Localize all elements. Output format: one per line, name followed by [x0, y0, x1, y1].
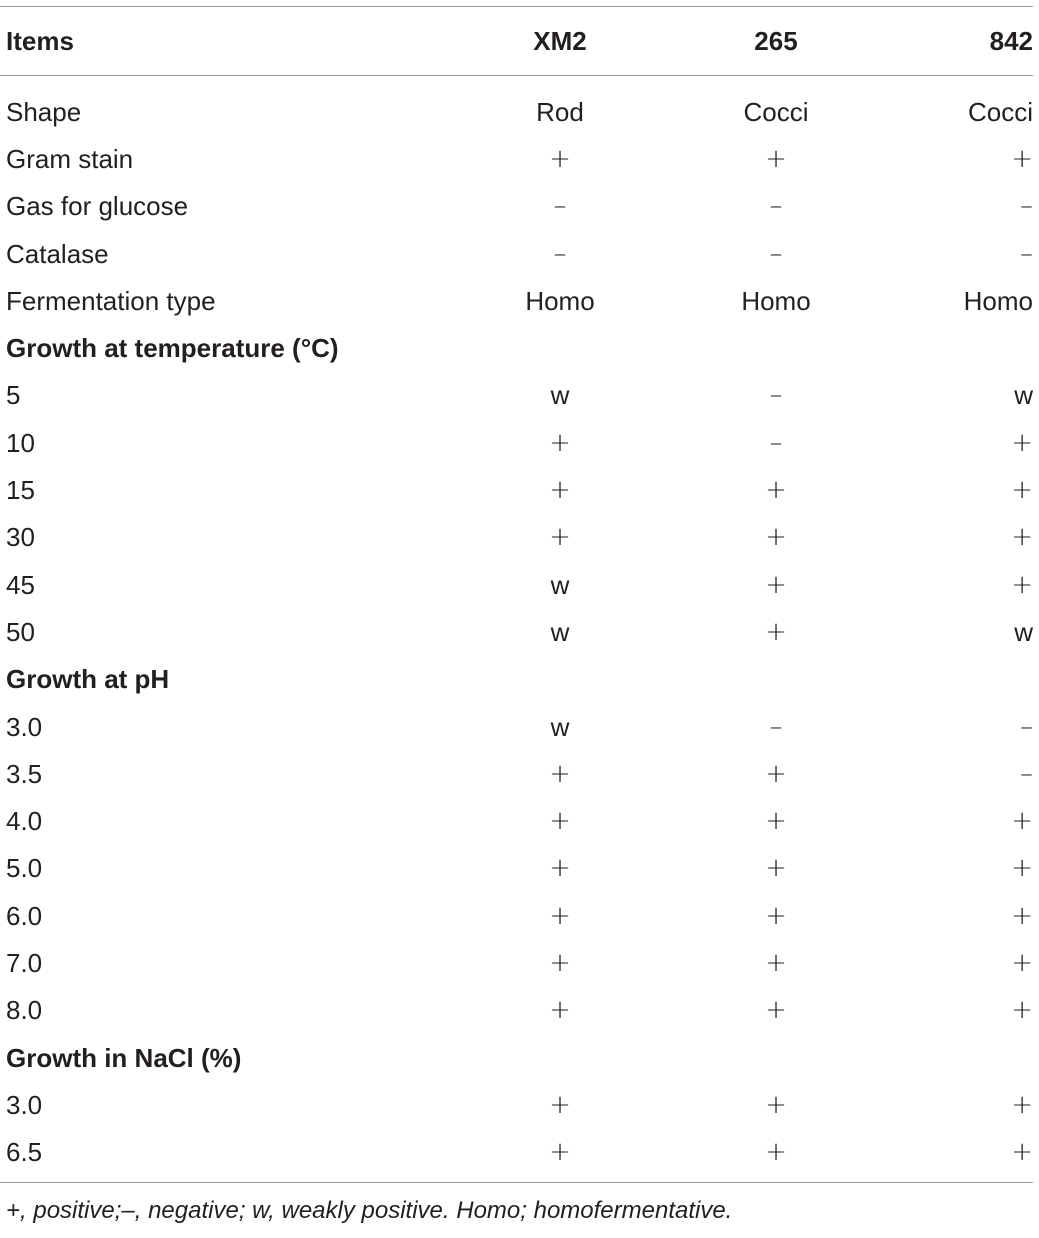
cell-xm2: –: [553, 191, 567, 222]
cell-265: Homo: [741, 285, 811, 316]
cell-xm2: +: [549, 853, 571, 884]
cell-xm2: Homo: [525, 285, 595, 316]
table-row: [0, 939, 1039, 986]
cell-842: +: [1011, 1089, 1033, 1120]
cell-842: +: [1011, 900, 1033, 931]
cell-265: –: [769, 380, 783, 411]
cell-265: –: [769, 238, 783, 269]
row-label: 15: [6, 475, 35, 506]
row-label: Fermentation type: [6, 285, 216, 316]
table-row: [0, 750, 1039, 797]
row-label: 3.5: [6, 758, 43, 789]
cell-842: +: [1011, 995, 1033, 1026]
cell-xm2: w: [550, 569, 570, 600]
section-label: Growth in NaCl (%): [6, 1042, 242, 1073]
row-label: 7.0: [6, 947, 43, 978]
table-row: [0, 892, 1039, 939]
cell-xm2: +: [549, 947, 571, 978]
cell-xm2: +: [549, 995, 571, 1026]
cell-265: +: [765, 947, 787, 978]
cell-xm2: +: [549, 900, 571, 931]
cell-xm2: w: [550, 711, 570, 742]
table-row: [0, 230, 1039, 277]
table-body: [0, 76, 1039, 1182]
cell-265: +: [765, 758, 787, 789]
cell-xm2: +: [549, 427, 571, 458]
cell-265: –: [769, 427, 783, 458]
cell-842: +: [1011, 853, 1033, 884]
cell-842: +: [1011, 427, 1033, 458]
row-label: Shape: [6, 96, 82, 127]
table-row: [0, 1081, 1039, 1128]
row-label: 50: [6, 616, 35, 647]
row-label: 5: [6, 380, 21, 411]
cell-842: Homo: [963, 285, 1033, 316]
cell-842: –: [1020, 238, 1033, 269]
cell-265: +: [765, 522, 787, 553]
cell-265: +: [765, 995, 787, 1026]
header-items: Items: [6, 26, 74, 56]
row-label: 30: [6, 522, 35, 553]
table-row: [0, 561, 1039, 608]
row-label: 3.0: [6, 1089, 43, 1120]
cell-xm2: +: [549, 143, 571, 174]
cell-842: Cocci: [967, 96, 1033, 127]
section-label: Growth at pH: [6, 664, 170, 695]
table-row: [0, 1129, 1039, 1176]
cell-xm2: +: [549, 758, 571, 789]
cell-265: +: [765, 806, 787, 837]
table-row: [0, 703, 1039, 750]
cell-842: +: [1011, 947, 1033, 978]
cell-xm2: +: [549, 475, 571, 506]
cell-842: +: [1011, 143, 1033, 174]
cell-xm2: +: [549, 1089, 571, 1120]
row-label: 8.0: [6, 995, 43, 1026]
section-label: Growth at temperature (°C): [6, 333, 339, 364]
table-row: [0, 608, 1039, 655]
table-row: [0, 514, 1039, 561]
cell-265: –: [769, 191, 783, 222]
row-label: 3.0: [6, 711, 43, 742]
cell-xm2: +: [549, 522, 571, 553]
cell-265: +: [765, 900, 787, 931]
cell-265: +: [765, 1137, 787, 1168]
cell-842: w: [1014, 380, 1033, 411]
cell-842: +: [1011, 522, 1033, 553]
cell-265: +: [765, 616, 787, 647]
section-header-row: [0, 1034, 1039, 1081]
cell-xm2: w: [550, 616, 570, 647]
cell-xm2: –: [553, 238, 567, 269]
table-row: [0, 277, 1039, 324]
cell-842: +: [1011, 1137, 1033, 1168]
table-row: [0, 135, 1039, 182]
cell-842: –: [1020, 191, 1033, 222]
table-footnote: +, positive;–, negative; w, weakly positive. Homo; homofermentative.: [6, 1196, 733, 1224]
row-label: 45: [6, 569, 35, 600]
header-265: 265: [754, 26, 798, 56]
table-row: [0, 372, 1039, 419]
cell-265: +: [765, 1089, 787, 1120]
cell-265: +: [765, 569, 787, 600]
table-row: [0, 88, 1039, 135]
cell-265: +: [765, 475, 787, 506]
cell-842: –: [1020, 711, 1033, 742]
table-row: [0, 419, 1039, 466]
table-row: [0, 845, 1039, 892]
table-row: [0, 183, 1039, 230]
row-label: 5.0: [6, 853, 43, 884]
table-row: [0, 987, 1039, 1034]
cell-265: Cocci: [743, 96, 809, 127]
cell-842: +: [1011, 806, 1033, 837]
table-header-row: [0, 7, 1039, 75]
row-label: 4.0: [6, 806, 43, 837]
section-header-row: [0, 656, 1039, 703]
row-label: 6.0: [6, 900, 43, 931]
table-row: [0, 797, 1039, 844]
header-xm2: XM2: [533, 26, 587, 56]
cell-xm2: +: [549, 1137, 571, 1168]
table-row: [0, 466, 1039, 513]
row-label: Catalase: [6, 238, 109, 269]
row-label: 6.5: [6, 1137, 43, 1168]
cell-xm2: w: [550, 380, 570, 411]
header-842: 842: [989, 26, 1033, 56]
cell-265: –: [769, 711, 783, 742]
row-label: 10: [6, 427, 35, 458]
cell-xm2: Rod: [536, 96, 584, 127]
section-header-row: [0, 324, 1039, 371]
cell-842: +: [1011, 569, 1033, 600]
cell-842: –: [1020, 758, 1033, 789]
cell-842: w: [1014, 616, 1033, 647]
cell-xm2: +: [549, 806, 571, 837]
row-label: Gram stain: [6, 143, 134, 174]
cell-265: +: [765, 143, 787, 174]
row-label: Gas for glucose: [6, 191, 189, 222]
cell-265: +: [765, 853, 787, 884]
cell-842: +: [1011, 475, 1033, 506]
